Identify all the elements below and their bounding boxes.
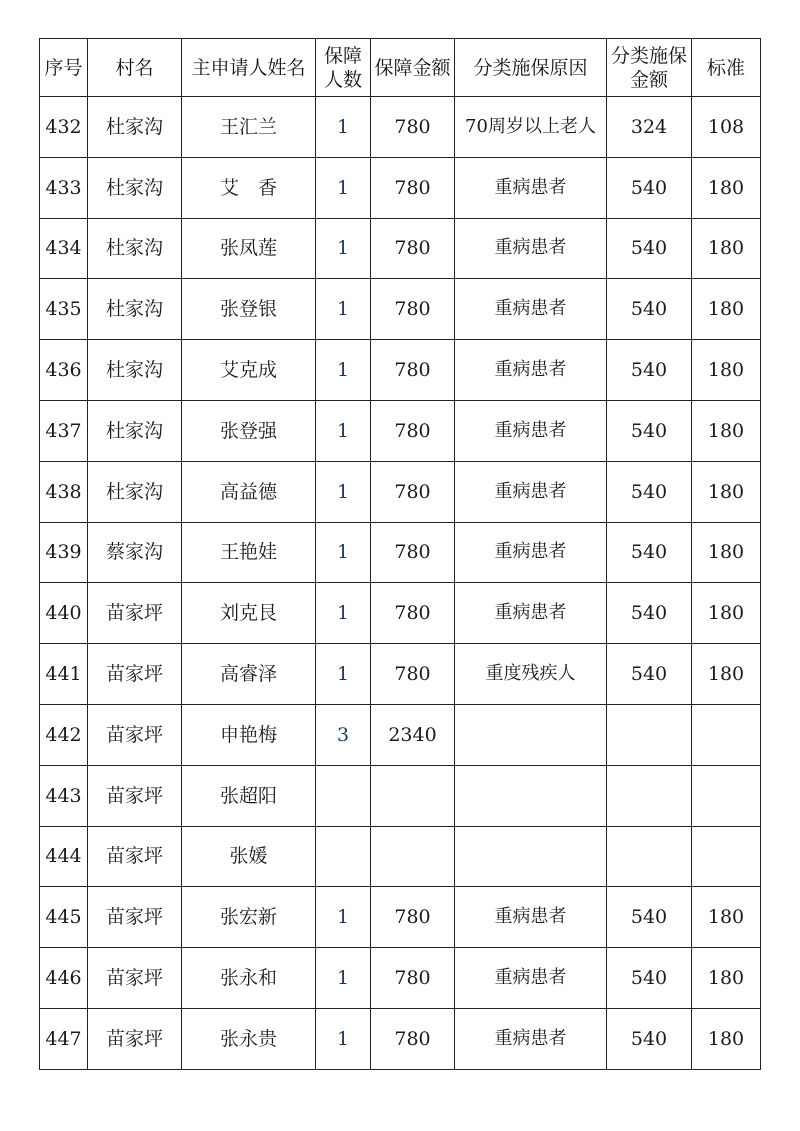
- cell-seq: 441: [40, 644, 88, 705]
- header-seq: 序号: [40, 39, 88, 97]
- cell-standard: 180: [692, 340, 761, 401]
- table-row: [40, 887, 761, 948]
- cell-applicant-name: 张永和: [182, 948, 316, 1009]
- header-category-amount: 分类施保金额: [607, 39, 692, 97]
- cell-standard: 180: [692, 887, 761, 948]
- cell-village: 苗家坪: [88, 1008, 182, 1069]
- cell-reason: 重病患者: [455, 522, 607, 583]
- cell-persons: 3: [316, 704, 371, 765]
- cell-amount: [371, 765, 455, 826]
- cell-category-amount: 540: [607, 644, 692, 705]
- cell-persons: [316, 765, 371, 826]
- cell-applicant-name: 申艳梅: [182, 704, 316, 765]
- cell-reason: 重病患者: [455, 279, 607, 340]
- cell-category-amount: 540: [607, 522, 692, 583]
- cell-persons: 1: [316, 887, 371, 948]
- cell-seq: 445: [40, 887, 88, 948]
- cell-amount: 780: [371, 340, 455, 401]
- table-row: [40, 157, 761, 218]
- cell-amount: 780: [371, 644, 455, 705]
- cell-seq: 439: [40, 522, 88, 583]
- cell-reason: 重病患者: [455, 461, 607, 522]
- cell-applicant-name: 张登银: [182, 279, 316, 340]
- cell-village: 杜家沟: [88, 97, 182, 158]
- table-row: [40, 1008, 761, 1069]
- cell-applicant-name: 张永贵: [182, 1008, 316, 1069]
- cell-standard: 180: [692, 400, 761, 461]
- cell-applicant-name: 高益德: [182, 461, 316, 522]
- cell-seq: 434: [40, 218, 88, 279]
- cell-seq: 444: [40, 826, 88, 887]
- cell-category-amount: 540: [607, 1008, 692, 1069]
- cell-persons: [316, 826, 371, 887]
- cell-category-amount: [607, 704, 692, 765]
- table-row: [40, 583, 761, 644]
- cell-persons: 1: [316, 400, 371, 461]
- cell-seq: 435: [40, 279, 88, 340]
- header-reason: 分类施保原因: [455, 39, 607, 97]
- table-row: [40, 400, 761, 461]
- cell-category-amount: [607, 826, 692, 887]
- cell-amount: 780: [371, 1008, 455, 1069]
- table-row: [40, 765, 761, 826]
- cell-village: 杜家沟: [88, 340, 182, 401]
- header-amount: 保障金额: [371, 39, 455, 97]
- cell-amount: 780: [371, 400, 455, 461]
- cell-standard: 180: [692, 218, 761, 279]
- cell-seq: 432: [40, 97, 88, 158]
- table-body: [40, 97, 761, 1070]
- cell-applicant-name: 艾 香: [182, 157, 316, 218]
- cell-category-amount: 540: [607, 887, 692, 948]
- cell-category-amount: [607, 765, 692, 826]
- cell-category-amount: 540: [607, 400, 692, 461]
- cell-reason: 70周岁以上老人: [455, 97, 607, 158]
- cell-standard: 180: [692, 157, 761, 218]
- cell-amount: 780: [371, 97, 455, 158]
- cell-category-amount: 540: [607, 461, 692, 522]
- cell-seq: 442: [40, 704, 88, 765]
- cell-applicant-name: 刘克艮: [182, 583, 316, 644]
- cell-category-amount: 540: [607, 157, 692, 218]
- cell-reason: [455, 765, 607, 826]
- cell-reason: 重病患者: [455, 157, 607, 218]
- table-row: [40, 279, 761, 340]
- cell-persons: 1: [316, 583, 371, 644]
- cell-applicant-name: 王艳娃: [182, 522, 316, 583]
- cell-village: 苗家坪: [88, 765, 182, 826]
- cell-persons: 1: [316, 218, 371, 279]
- cell-category-amount: 540: [607, 583, 692, 644]
- cell-standard: 180: [692, 1008, 761, 1069]
- cell-reason: [455, 826, 607, 887]
- cell-amount: 780: [371, 522, 455, 583]
- cell-standard: [692, 765, 761, 826]
- cell-seq: 437: [40, 400, 88, 461]
- cell-applicant-name: 高睿泽: [182, 644, 316, 705]
- cell-applicant-name: 张登强: [182, 400, 316, 461]
- cell-village: 苗家坪: [88, 644, 182, 705]
- cell-seq: 438: [40, 461, 88, 522]
- header-persons: 保障人数: [316, 39, 371, 97]
- cell-category-amount: 540: [607, 218, 692, 279]
- cell-seq: 440: [40, 583, 88, 644]
- cell-applicant-name: 张凤莲: [182, 218, 316, 279]
- cell-persons: 1: [316, 97, 371, 158]
- cell-applicant-name: 艾克成: [182, 340, 316, 401]
- cell-village: 杜家沟: [88, 279, 182, 340]
- cell-category-amount: 540: [607, 279, 692, 340]
- cell-reason: 重病患者: [455, 400, 607, 461]
- table-row: [40, 948, 761, 1009]
- cell-reason: 重病患者: [455, 583, 607, 644]
- cell-standard: 180: [692, 522, 761, 583]
- header-row: [40, 39, 761, 97]
- cell-village: 杜家沟: [88, 157, 182, 218]
- cell-category-amount: 324: [607, 97, 692, 158]
- cell-amount: 780: [371, 461, 455, 522]
- table-row: [40, 522, 761, 583]
- cell-applicant-name: 张媛: [182, 826, 316, 887]
- cell-amount: [371, 826, 455, 887]
- cell-reason: 重病患者: [455, 218, 607, 279]
- cell-persons: 1: [316, 1008, 371, 1069]
- table-row: [40, 218, 761, 279]
- cell-standard: 180: [692, 279, 761, 340]
- cell-standard: 180: [692, 461, 761, 522]
- cell-seq: 436: [40, 340, 88, 401]
- cell-persons: 1: [316, 948, 371, 1009]
- cell-persons: 1: [316, 279, 371, 340]
- cell-village: 苗家坪: [88, 583, 182, 644]
- cell-seq: 443: [40, 765, 88, 826]
- cell-standard: [692, 704, 761, 765]
- cell-persons: 1: [316, 644, 371, 705]
- cell-applicant-name: 王汇兰: [182, 97, 316, 158]
- cell-standard: 180: [692, 644, 761, 705]
- cell-persons: 1: [316, 157, 371, 218]
- table-row: [40, 826, 761, 887]
- cell-amount: 2340: [371, 704, 455, 765]
- cell-village: 苗家坪: [88, 887, 182, 948]
- header-standard: 标准: [692, 39, 761, 97]
- cell-reason: [455, 704, 607, 765]
- cell-reason: 重病患者: [455, 887, 607, 948]
- cell-village: 杜家沟: [88, 461, 182, 522]
- cell-seq: 446: [40, 948, 88, 1009]
- cell-village: 苗家坪: [88, 826, 182, 887]
- cell-amount: 780: [371, 948, 455, 1009]
- table-row: [40, 97, 761, 158]
- cell-standard: 108: [692, 97, 761, 158]
- cell-seq: 433: [40, 157, 88, 218]
- cell-category-amount: 540: [607, 340, 692, 401]
- cell-amount: 780: [371, 583, 455, 644]
- cell-village: 蔡家沟: [88, 522, 182, 583]
- subsistence-allowance-table: [39, 38, 761, 1070]
- cell-persons: 1: [316, 522, 371, 583]
- cell-standard: 180: [692, 948, 761, 1009]
- cell-amount: 780: [371, 279, 455, 340]
- cell-seq: 447: [40, 1008, 88, 1069]
- cell-persons: 1: [316, 461, 371, 522]
- cell-reason: 重病患者: [455, 948, 607, 1009]
- cell-village: 杜家沟: [88, 218, 182, 279]
- table-row: [40, 644, 761, 705]
- cell-village: 杜家沟: [88, 400, 182, 461]
- cell-amount: 780: [371, 157, 455, 218]
- cell-village: 苗家坪: [88, 948, 182, 1009]
- cell-reason: 重病患者: [455, 340, 607, 401]
- cell-standard: [692, 826, 761, 887]
- cell-amount: 780: [371, 218, 455, 279]
- cell-persons: 1: [316, 340, 371, 401]
- cell-category-amount: 540: [607, 948, 692, 1009]
- cell-applicant-name: 张超阳: [182, 765, 316, 826]
- table-row: [40, 704, 761, 765]
- cell-amount: 780: [371, 887, 455, 948]
- header-village: 村名: [88, 39, 182, 97]
- cell-applicant-name: 张宏新: [182, 887, 316, 948]
- table-row: [40, 461, 761, 522]
- table-row: [40, 340, 761, 401]
- header-applicant: 主申请人姓名: [182, 39, 316, 97]
- cell-village: 苗家坪: [88, 704, 182, 765]
- cell-reason: 重度残疾人: [455, 644, 607, 705]
- cell-standard: 180: [692, 583, 761, 644]
- cell-reason: 重病患者: [455, 1008, 607, 1069]
